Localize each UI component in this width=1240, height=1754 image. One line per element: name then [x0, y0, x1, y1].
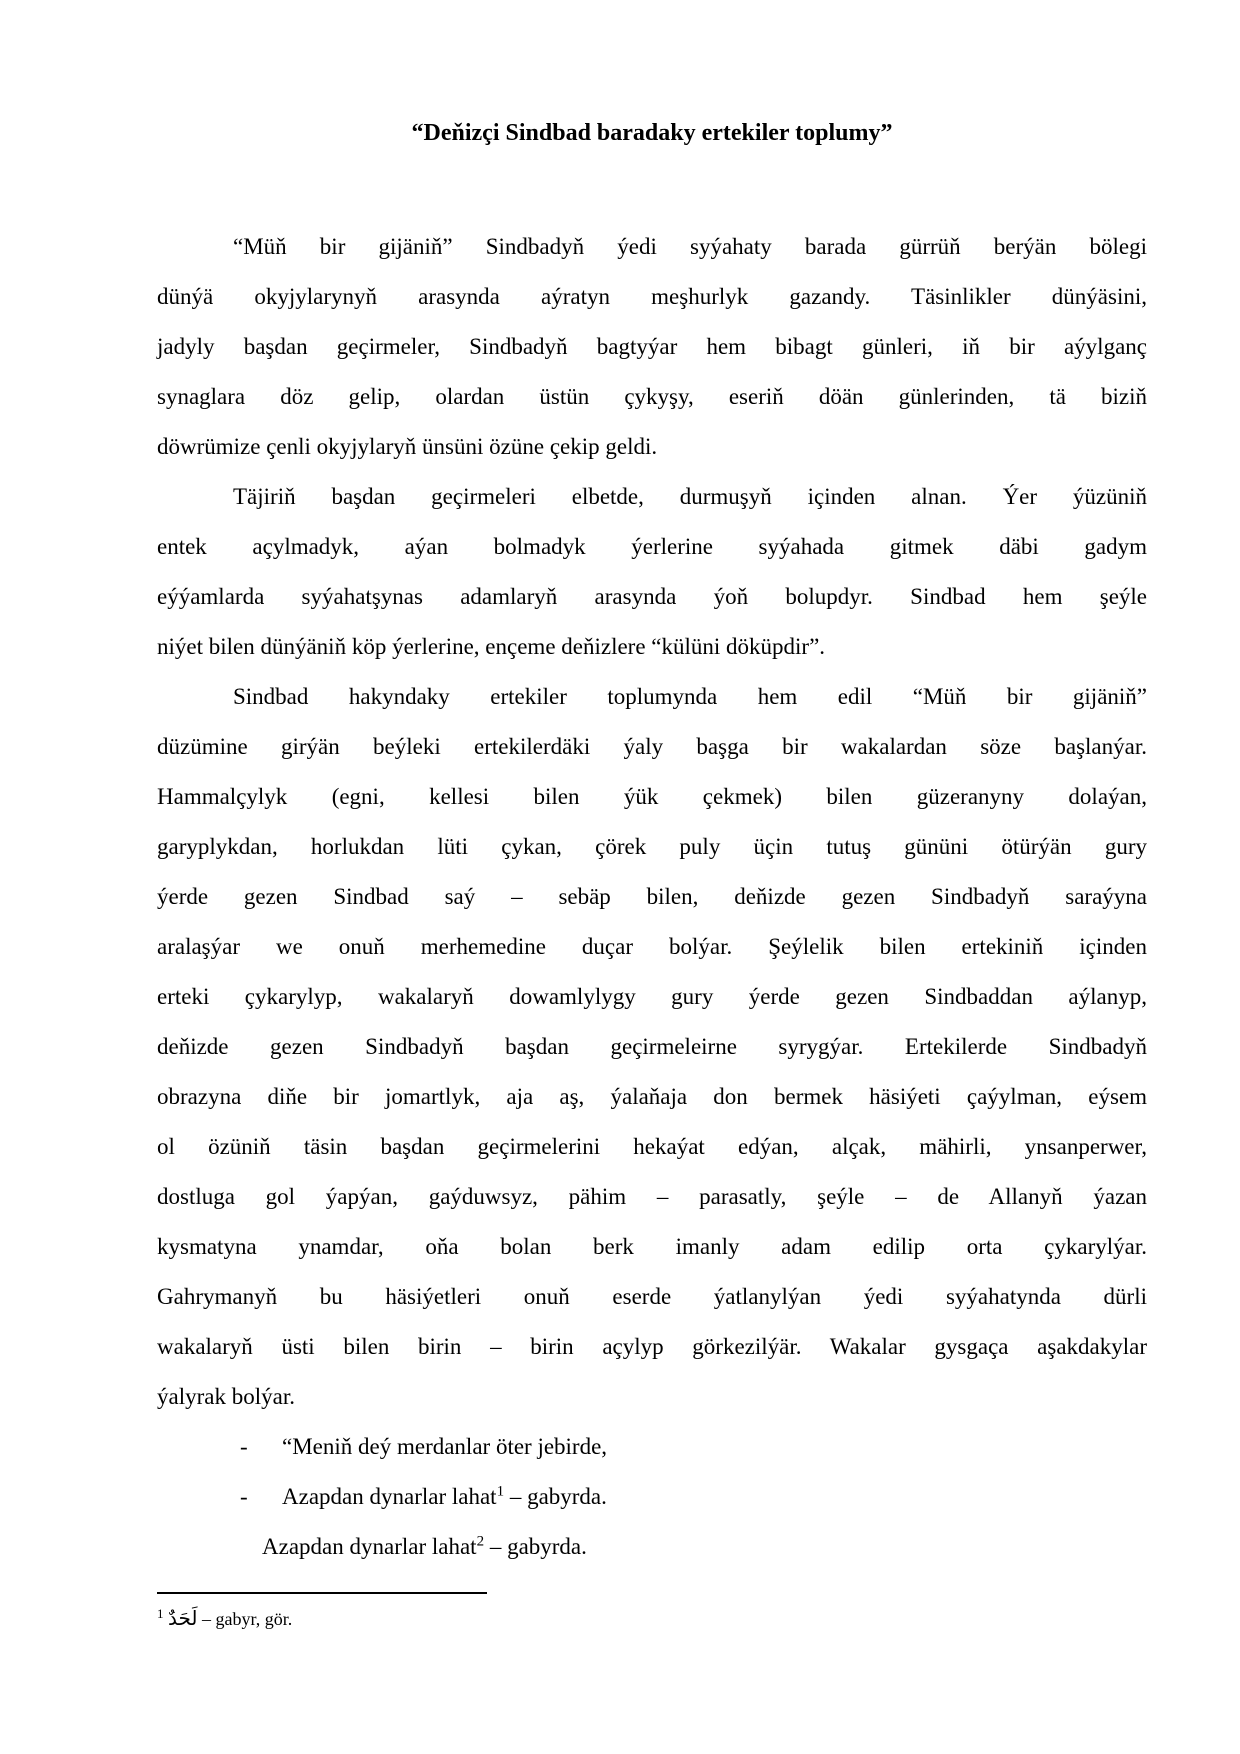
footnote-separator: [157, 1592, 487, 1594]
paragraph-1-line: jadyly başdan geçirmeler, Sindbadyň bagtyýar hem bibagt günleri, iň bir aýylganç: [157, 334, 1147, 359]
paragraph-2-line: eýýamlarda syýahatşynas adamlaryň arasynda ýoň bolupdyr. Sindbad hem şeýle: [157, 584, 1147, 609]
paragraph-3-line: dostluga gol ýapýan, gaýduwsyz, pähim – parasatly, şeýle – de Allanyň ýazan: [157, 1184, 1147, 1209]
page-content: [157, 108, 1147, 1572]
verse-line: [157, 1472, 1147, 1522]
verse-line: [157, 1422, 1147, 1472]
paragraph-3-line: ýalyrak bolýar.: [157, 1384, 295, 1409]
list-dash-marker: -: [240, 1434, 248, 1459]
footnote-area: [157, 1592, 1147, 1633]
paragraph-1-line: “Müň bir gijäniň” Sindbadyň ýedi syýahaty barada gürrüň berýän bölegi: [233, 234, 1147, 259]
footnote-definition: – gabyr, gör.: [202, 1609, 293, 1629]
paragraph-3-line: Hammalçylyk (egni, kellesi bilen ýük çekmek) bilen güzeranyny dolaýan,: [157, 784, 1147, 809]
footnote-reference: 1: [496, 1483, 505, 1500]
paragraph-2-line: Täjiriň başdan geçirmeleri elbetde, durmuşyň içinden alnan. Ýer ýüzüniň: [233, 484, 1147, 509]
paragraph-3-line: erteki çykarylyp, wakalaryň dowamlylygy gury ýerde gezen Sindbaddan aýlanyp,: [157, 984, 1147, 1009]
footnote-arabic-term: لَحَدٌ: [168, 1606, 198, 1630]
paragraph-3-line: ýerde gezen Sindbad saý – sebäp bilen, deňizde gezen Sindbadyň saraýyna: [157, 884, 1147, 909]
verse-container: [157, 1422, 1147, 1572]
paragraph-1-line: synaglara döz gelip, olardan üstün çykyşy, eseriň döän günlerinden, tä biziň: [157, 384, 1147, 409]
paragraph-3-line: ol özüniň täsin başdan geçirmelerini hekaýat edýan, alçak, mähirli, ynsanperwer,: [157, 1134, 1147, 1159]
paragraph-1-line: dünýä okyjylarynyň arasynda aýratyn meşhurlyk gazandy. Täsinlikler dünýäsini,: [157, 284, 1147, 309]
paragraph-1-line: döwrümize çenli okyjylaryň ünsüni özüne çekip geldi.: [157, 434, 658, 459]
verse-text: – gabyrda.: [504, 1484, 607, 1509]
paragraph-3-line: Sindbad hakyndaky ertekiler toplumynda hem edil “Müň bir gijäniň”: [233, 684, 1147, 709]
paragraph-3-line: garyplykdan, horlukdan lüti çykan, çörek puly üçin tutuş gününi ötürýän gury: [157, 834, 1147, 859]
verse-text: Azapdan dynarlar lahat: [282, 1484, 497, 1509]
list-dash-marker: -: [240, 1484, 248, 1509]
paragraph-2-line: niýet bilen dünýäniň köp ýerlerine, ençeme deňizlere “külüni döküpdir”.: [157, 634, 826, 659]
footnote-marker: 1: [157, 1606, 164, 1621]
paragraph-3-line: aralaşýar we onuň merhemedine duçar bolýar. Şeýlelik bilen ertekiniň içinden: [157, 934, 1147, 959]
paragraph-3-line: wakalaryň üsti bilen birin – birin açylyp görkezilýär. Wakalar gysgaça aşakdakylar: [157, 1334, 1147, 1359]
verse-text: Azapdan dynarlar lahat: [262, 1534, 477, 1559]
document-title: “Deňizçi Sindbad baradaky ertekiler toplumy”: [411, 120, 893, 146]
paragraph-2-line: entek açylmadyk, aýan bolmadyk ýerlerine syýahada gitmek däbi gadym: [157, 534, 1147, 559]
footnote-reference: 2: [476, 1533, 485, 1550]
footnote: [157, 1604, 1147, 1633]
paragraphs-container: [157, 222, 1147, 1422]
paragraph-3-line: kysmatyna ynamdar, oňa bolan berk imanly adam edilip orta çykarylýar.: [157, 1234, 1147, 1259]
paragraph-3-line: deňizde gezen Sindbadyň başdan geçirmeleirne syrygýar. Ertekilerde Sindbadyň: [157, 1034, 1147, 1059]
verse-text: – gabyrda.: [484, 1534, 587, 1559]
paragraph-3-line: düzümine girýän beýleki ertekilerdäki ýaly başga bir wakalardan söze başlanýar.: [157, 734, 1147, 759]
verse-line: [157, 1522, 1147, 1572]
verse-text: “Meniň deý merdanlar öter jebirde,: [282, 1434, 608, 1459]
paragraph-3-line: Gahrymanyň bu häsiýetleri onuň eserde ýatlanylýan ýedi syýahatynda dürli: [157, 1284, 1147, 1309]
paragraph-3-line: obrazyna diňe bir jomartlyk, aja aş, ýalaňaja don bermek häsiýeti çaýylman, eýsem: [157, 1084, 1147, 1109]
